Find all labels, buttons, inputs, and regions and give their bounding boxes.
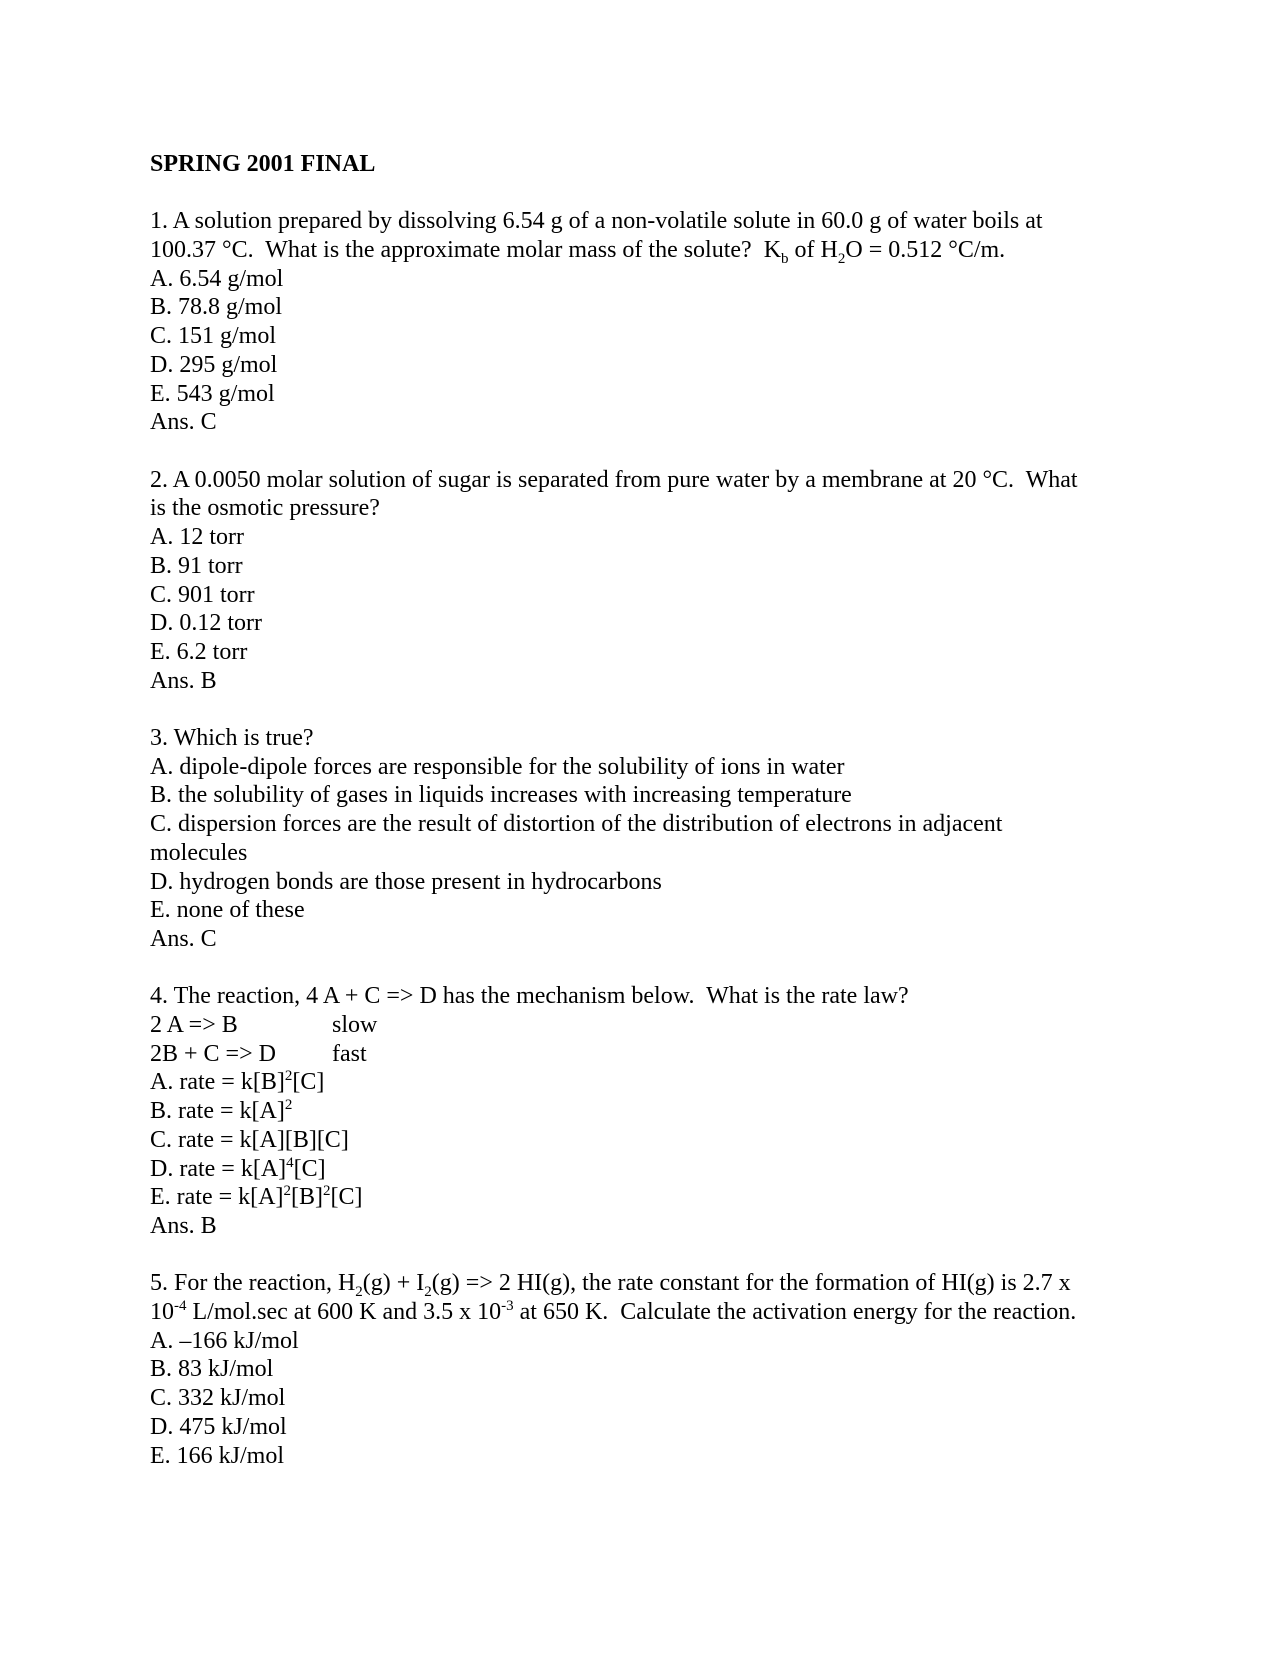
question-2-option-a: A. 12 torr xyxy=(150,524,244,551)
question-4 xyxy=(150,982,1130,1240)
question-1-option-b: B. 78.8 g/mol xyxy=(150,294,283,321)
question-1 xyxy=(150,207,1130,437)
question-3-answer: Ans. C xyxy=(150,925,217,952)
question-2-answer: Ans. B xyxy=(150,667,217,694)
question-3 xyxy=(150,724,1130,954)
question-3-option-c-continued: molecules xyxy=(150,839,248,866)
question-5-stem-line-2: $10^{-4}$ L/mol.sec at 600 K and 3.5 x $10^{-3}$ at 650 K. Calculate the activation energy for the reaction. xyxy=(150,1298,1077,1326)
question-1-option-e: E. 543 g/mol xyxy=(150,380,275,407)
question-1-stem-line-2: 100.37 °C. What is the approximate molar mass of the solute? $K_b$ of $H_2O = 0.512$ °C/m. xyxy=(150,237,1006,267)
question-3-option-c: C. dispersion forces are the result of distortion of the distribution of electrons in adjacent xyxy=(150,811,1003,838)
exam-page xyxy=(150,150,1130,1470)
question-5-stem-line-1: 5. For the reaction, $H_2(g) + I_2(g) => 2$ HI(g), the rate constant for the formation of HI(g) is 2.7 x xyxy=(150,1270,1071,1301)
question-4-option-a: A. rate = $k[B]^2[C]$ xyxy=(150,1068,325,1096)
question-3-option-b: B. the solubility of gases in liquids increases with increasing temperature xyxy=(150,782,852,809)
question-3-option-a: A. dipole-dipole forces are responsible for the solubility of ions in water xyxy=(150,753,845,780)
mechanism-step-1 xyxy=(150,1011,1130,1040)
question-3-stem: 3. Which is true? xyxy=(150,725,314,751)
question-5-option-d: D. 475 kJ/mol xyxy=(150,1413,287,1440)
question-4-option-c: C. rate = k[A][B][C] xyxy=(150,1126,349,1153)
question-5-option-b: B. 83 kJ/mol xyxy=(150,1356,274,1383)
question-5 xyxy=(150,1269,1130,1470)
question-5-option-e: E. 166 kJ/mol xyxy=(150,1442,285,1469)
question-5-option-c: C. 332 kJ/mol xyxy=(150,1385,286,1412)
question-1-option-a: A. 6.54 g/mol xyxy=(150,265,284,292)
question-5-option-a: A. –166 kJ/mol xyxy=(150,1327,299,1354)
question-4-answer: Ans. B xyxy=(150,1212,217,1239)
mechanism-step-2-speed: fast xyxy=(332,1040,367,1067)
mechanism-step-2-equation: 2B + C => D xyxy=(150,1040,276,1067)
question-2-option-d: D. 0.12 torr xyxy=(150,610,262,637)
question-4-option-e: E. rate = $k[A]^2[B]^2[C]$ xyxy=(150,1183,363,1211)
mechanism-step-1-equation: 2 A => B xyxy=(150,1012,238,1039)
question-2-stem-line-2: is the osmotic pressure? xyxy=(150,495,380,522)
question-1-option-d: D. 295 g/mol xyxy=(150,351,278,378)
question-3-option-e: E. none of these xyxy=(150,897,305,924)
question-3-option-d: D. hydrogen bonds are those present in hydrocarbons xyxy=(150,868,662,895)
question-2 xyxy=(150,466,1130,696)
mechanism-step-2 xyxy=(150,1040,1130,1069)
question-2-stem-line-1: 2. A 0.0050 molar solution of sugar is separated from pure water by a membrane at 20 °C. What xyxy=(150,466,1078,493)
question-4-stem: 4. The reaction, 4 A + C => D has the mechanism below. What is the rate law? xyxy=(150,983,909,1010)
mechanism-step-1-speed: slow xyxy=(332,1012,378,1039)
question-1-answer: Ans. C xyxy=(150,409,217,436)
question-4-option-d: D. rate = $k[A]^4[C]$ xyxy=(150,1154,326,1182)
question-2-option-c: C. 901 torr xyxy=(150,581,255,608)
question-1-stem-line-1: 1. A solution prepared by dissolving 6.54 g of a non-volatile solute in 60.0 g of water boils at xyxy=(150,208,1043,235)
question-1-option-c: C. 151 g/mol xyxy=(150,323,277,350)
question-4-option-b: B. rate = $k[A]^2$ xyxy=(150,1097,293,1125)
page-title: SPRING 2001 FINAL xyxy=(150,151,376,177)
question-2-option-b: B. 91 torr xyxy=(150,552,243,579)
question-2-option-e: E. 6.2 torr xyxy=(150,638,248,665)
